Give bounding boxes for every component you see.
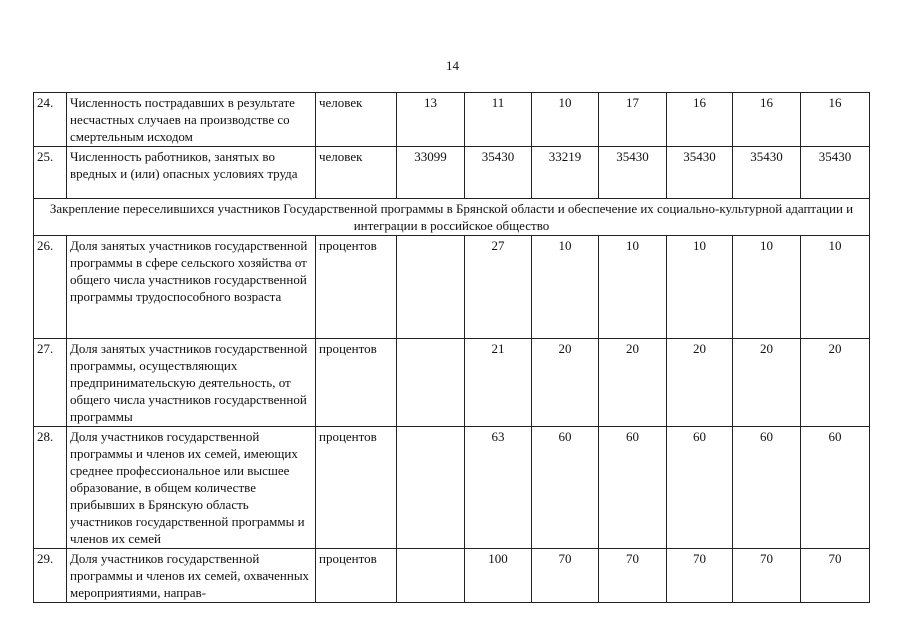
value-cell: 20	[801, 339, 870, 427]
row-number: 27.	[34, 339, 67, 427]
value-cell: 10	[532, 236, 599, 339]
table-row	[34, 93, 870, 147]
indicator-name: Численность работников, занятых во вредных и (или) опасных условиях труда	[67, 147, 316, 199]
value-cell	[397, 339, 465, 427]
row-number: 29.	[34, 549, 67, 603]
value-cell: 10	[801, 236, 870, 339]
value-cell	[397, 236, 465, 339]
row-number: 24.	[34, 93, 67, 147]
value-cell: 20	[733, 339, 801, 427]
row-number: 26.	[34, 236, 67, 339]
section-title: Закрепление переселившихся участников Государственной программы в Брянской области и обеспечение их социально-культурной адаптации и интеграции в российское общество	[34, 199, 870, 236]
value-cell: 60	[667, 427, 733, 549]
indicator-name: Численность пострадавших в результате несчастных случаев на производстве со смертельным исходом	[67, 93, 316, 147]
value-cell: 16	[667, 93, 733, 147]
value-cell: 10	[733, 236, 801, 339]
value-cell: 16	[801, 93, 870, 147]
indicator-name: Доля занятых участников государственной программы, осуществляющих предпринимательскую деятельность, от общего числа участников государственной программы	[67, 339, 316, 427]
unit-cell: процентов	[316, 339, 397, 427]
unit-cell: процентов	[316, 549, 397, 603]
row-number: 25.	[34, 147, 67, 199]
unit-cell: человек	[316, 93, 397, 147]
value-cell	[397, 427, 465, 549]
value-cell: 10	[667, 236, 733, 339]
value-cell: 35430	[733, 147, 801, 199]
value-cell: 11	[465, 93, 532, 147]
value-cell: 20	[532, 339, 599, 427]
value-cell: 100	[465, 549, 532, 603]
value-cell: 70	[532, 549, 599, 603]
table-row	[34, 236, 870, 339]
value-cell: 27	[465, 236, 532, 339]
unit-cell: процентов	[316, 236, 397, 339]
value-cell: 10	[532, 93, 599, 147]
indicator-name: Доля участников государственной программы и членов их семей, имеющих среднее профессиональное или высшее образование, в общем количестве прибывших в Брянскую область участников государственной программы и членов их семей	[67, 427, 316, 549]
value-cell: 63	[465, 427, 532, 549]
value-cell: 60	[801, 427, 870, 549]
value-cell	[397, 549, 465, 603]
value-cell: 70	[733, 549, 801, 603]
value-cell: 13	[397, 93, 465, 147]
table-row	[34, 339, 870, 427]
value-cell: 70	[801, 549, 870, 603]
value-cell: 60	[733, 427, 801, 549]
table-row	[34, 147, 870, 199]
value-cell: 60	[532, 427, 599, 549]
value-cell: 35430	[667, 147, 733, 199]
value-cell: 35430	[465, 147, 532, 199]
value-cell: 20	[599, 339, 667, 427]
value-cell: 60	[599, 427, 667, 549]
indicators-table	[33, 92, 870, 603]
value-cell: 70	[599, 549, 667, 603]
row-number: 28.	[34, 427, 67, 549]
value-cell: 70	[667, 549, 733, 603]
value-cell: 17	[599, 93, 667, 147]
value-cell: 35430	[801, 147, 870, 199]
value-cell: 20	[667, 339, 733, 427]
table-row	[34, 427, 870, 549]
value-cell: 21	[465, 339, 532, 427]
value-cell: 33099	[397, 147, 465, 199]
value-cell: 10	[599, 236, 667, 339]
value-cell: 35430	[599, 147, 667, 199]
value-cell: 33219	[532, 147, 599, 199]
value-cell: 16	[733, 93, 801, 147]
indicator-name: Доля участников государственной программы и членов их семей, охваченных мероприятиями, направ-	[67, 549, 316, 603]
table-row	[34, 549, 870, 603]
unit-cell: процентов	[316, 427, 397, 549]
unit-cell: человек	[316, 147, 397, 199]
indicator-name: Доля занятых участников государственной программы в сфере сельского хозяйства от общего числа участников государственной программы трудоспособного возраста	[67, 236, 316, 339]
section-row	[34, 199, 870, 236]
page-number: 14	[446, 58, 459, 73]
